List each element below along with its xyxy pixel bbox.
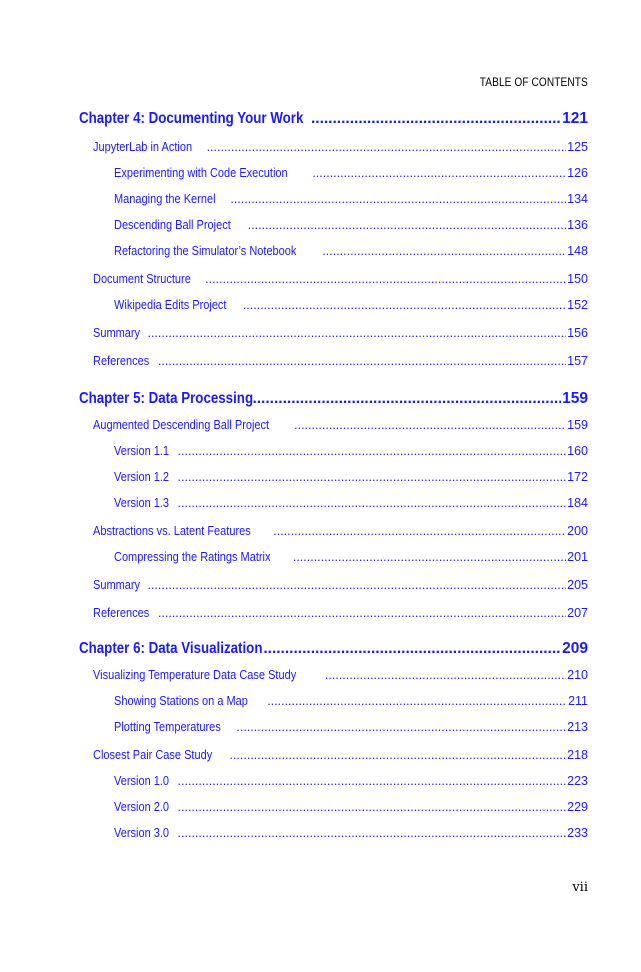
- toc-entry-page: 209: [562, 640, 588, 657]
- dot-leader: [178, 800, 567, 814]
- dot-leader: [178, 496, 567, 510]
- toc-entry-title: Version 1.2: [114, 470, 170, 484]
- dot-leader: [267, 694, 567, 708]
- toc-entry-title: Closest Pair Case Study: [93, 748, 213, 762]
- dot-leader: [236, 720, 566, 734]
- toc-entry-page: 210: [567, 668, 588, 682]
- toc-entry-title: Summary: [93, 578, 141, 592]
- toc-entry-page: 160: [567, 444, 588, 458]
- toc-entry-page: 211: [568, 694, 588, 708]
- toc-entry-title: Experimenting with Code Execution: [114, 166, 288, 180]
- toc-entry-page: 136: [567, 218, 588, 232]
- toc-section-entry[interactable]: [93, 748, 588, 762]
- toc-entry-title: Refactoring the Simulator’s Notebook: [114, 244, 297, 258]
- dot-leader: [252, 390, 561, 408]
- toc-section-entry[interactable]: [93, 418, 588, 432]
- dot-leader: [294, 418, 566, 432]
- toc-entry-page: 184: [567, 496, 588, 510]
- toc-entry-title: Wikipedia Edits Project: [114, 298, 227, 312]
- toc-section-entry[interactable]: [114, 444, 588, 458]
- toc-entry-title: Chapter 6: Data Visualization: [79, 640, 263, 657]
- toc-section-entry[interactable]: [114, 774, 588, 788]
- toc-entry-title: Augmented Descending Ball Project: [93, 418, 270, 432]
- toc-section-entry[interactable]: [93, 272, 588, 286]
- toc-chapter-entry[interactable]: [79, 110, 588, 128]
- dot-leader: [229, 748, 566, 762]
- toc-section-entry[interactable]: [114, 298, 588, 312]
- page-number: vii: [572, 880, 588, 895]
- running-header: TABLE OF CONTENTS: [479, 77, 588, 89]
- dot-leader: [248, 218, 566, 232]
- toc-entry-page: 201: [567, 550, 588, 564]
- toc-section-entry[interactable]: [114, 720, 588, 734]
- toc-entry-page: 159: [562, 390, 588, 407]
- toc-entry-title: Plotting Temperatures: [114, 720, 221, 734]
- dot-leader: [178, 774, 567, 788]
- toc-entry-title: Chapter 4: Documenting Your Work: [79, 110, 304, 127]
- toc-entry-title: Abstractions vs. Latent Features: [93, 524, 251, 538]
- dot-leader: [158, 354, 566, 368]
- toc-entry-page: 126: [567, 166, 588, 180]
- toc-section-entry[interactable]: [114, 694, 588, 708]
- dot-leader: [158, 606, 566, 620]
- toc-section-entry[interactable]: [93, 578, 588, 592]
- toc-entry-title: Chapter 5: Data Processing: [79, 390, 254, 407]
- dot-leader: [311, 110, 561, 128]
- toc-entry-title: References: [93, 354, 150, 368]
- toc-entry-title: Version 1.3: [114, 496, 170, 510]
- toc-entry-page: 172: [567, 470, 588, 484]
- toc-section-entry[interactable]: [114, 496, 588, 510]
- toc-section-entry[interactable]: [93, 668, 588, 682]
- dot-leader: [325, 668, 566, 682]
- toc-chapter-entry[interactable]: [79, 640, 588, 658]
- toc-entry-page: 157: [567, 354, 588, 368]
- dot-leader: [205, 272, 566, 286]
- toc-entry-page: 152: [567, 298, 588, 312]
- dot-leader: [178, 470, 567, 484]
- toc-chapter-entry[interactable]: [79, 390, 588, 408]
- toc-section-entry[interactable]: [114, 800, 588, 814]
- toc-entry-page: 121: [562, 110, 588, 127]
- toc-section-entry[interactable]: [114, 244, 588, 258]
- toc-entry-title: Version 3.0: [114, 826, 170, 840]
- toc-entry-title: Descending Ball Project: [114, 218, 231, 232]
- toc-section-entry[interactable]: [114, 192, 588, 206]
- dot-leader: [178, 826, 567, 840]
- dot-leader: [147, 578, 566, 592]
- toc-entry-page: 229: [567, 800, 588, 814]
- toc-entry-title: Summary: [93, 326, 141, 340]
- toc-entry-page: 148: [567, 244, 588, 258]
- toc-section-entry[interactable]: [114, 826, 588, 840]
- toc-entry-title: Visualizing Temperature Data Case Study: [93, 668, 297, 682]
- dot-leader: [147, 326, 566, 340]
- toc-entry-page: 125: [567, 140, 588, 154]
- toc-entry-page: 213: [567, 720, 588, 734]
- toc-section-entry[interactable]: [93, 354, 588, 368]
- toc-entry-title: JupyterLab in Action: [93, 140, 193, 154]
- dot-leader: [207, 140, 567, 154]
- toc-entry-title: Showing Stations on a Map: [114, 694, 248, 708]
- toc-entry-title: Managing the Kernel: [114, 192, 216, 206]
- toc-section-entry[interactable]: [93, 140, 588, 154]
- toc-entry-title: References: [93, 606, 150, 620]
- toc-entry-page: 233: [567, 826, 588, 840]
- toc-section-entry[interactable]: [114, 218, 588, 232]
- toc-entry-page: 205: [567, 578, 588, 592]
- toc-section-entry[interactable]: [93, 606, 588, 620]
- dot-leader: [322, 244, 566, 258]
- toc-section-entry[interactable]: [114, 166, 588, 180]
- dot-leader: [178, 444, 567, 458]
- dot-leader: [243, 298, 566, 312]
- toc-entry-title: Version 1.1: [114, 444, 170, 458]
- dot-leader: [230, 192, 566, 206]
- toc-entry-page: 134: [567, 192, 588, 206]
- dot-leader: [273, 524, 566, 538]
- toc-entry-page: 207: [567, 606, 588, 620]
- toc-entry-page: 150: [567, 272, 588, 286]
- toc-entry-page: 200: [567, 524, 588, 538]
- toc-entry-title: Compressing the Ratings Matrix: [114, 550, 271, 564]
- toc-entry-page: 159: [567, 418, 588, 432]
- toc-section-entry[interactable]: [93, 326, 588, 340]
- toc-entry-page: 156: [567, 326, 588, 340]
- toc-entry-title: Document Structure: [93, 272, 191, 286]
- toc-section-entry[interactable]: [114, 470, 588, 484]
- toc-section-entry[interactable]: [93, 524, 588, 538]
- toc-entry-page: 218: [567, 748, 588, 762]
- toc-entry-title: Version 2.0: [114, 800, 170, 814]
- dot-leader: [312, 166, 566, 180]
- toc-entry-page: 223: [567, 774, 588, 788]
- dot-leader: [263, 640, 561, 658]
- toc-section-entry[interactable]: [114, 550, 588, 564]
- dot-leader: [293, 550, 566, 564]
- toc-entry-title: Version 1.0: [114, 774, 170, 788]
